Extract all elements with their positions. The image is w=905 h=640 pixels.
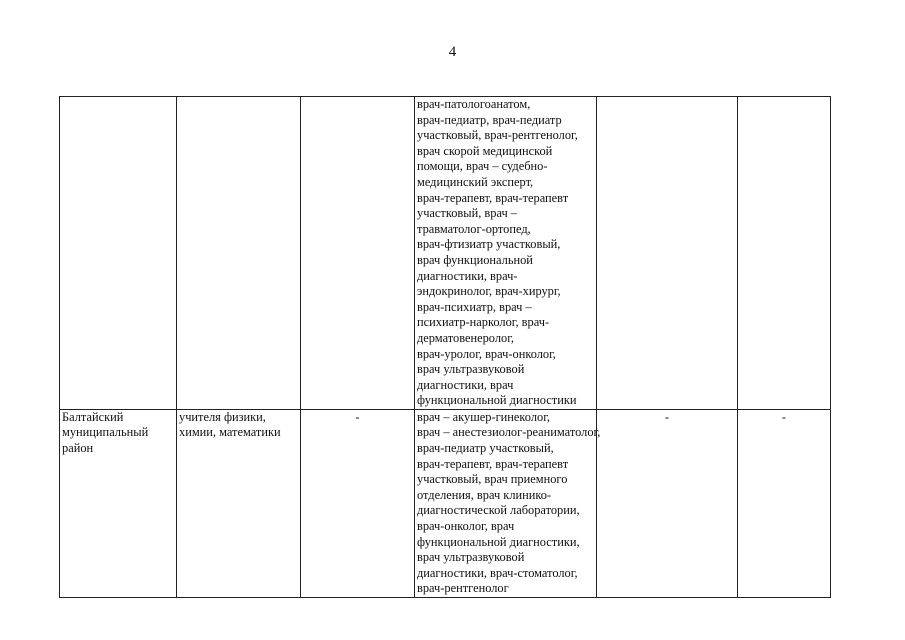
cell-col3 [301,97,415,410]
table-row [60,409,831,597]
cell-teachers [177,97,301,410]
text-line: муниципальный [62,425,149,440]
text-line: врач-рентгенолог [417,581,509,596]
cell-teachers [177,409,301,597]
text-line: диагностики, врач-стоматолог, [417,565,578,580]
cell-doctors [415,409,601,597]
text-line: врач-онколог, врач [417,519,515,534]
text-line: врач – анестезиолог-реаниматолог, [417,425,601,440]
cell-col6: - [738,409,831,597]
text-line: химии, математики [179,425,281,440]
text-line: диагностики, врач [417,377,514,392]
cell-col3: - [301,409,415,597]
text-line: врач – акушер-гинеколог, [417,409,550,424]
cell-district [60,97,177,410]
cell-col6 [738,97,831,410]
text-line: отделения, врач клинико- [417,487,552,502]
text-line: помощи, врач – судебно- [417,159,548,174]
text-line: врач-терапевт, врач-терапевт [417,456,569,471]
text-line: медицинский эксперт, [417,174,534,189]
text-line: диагностики, врач- [417,268,518,283]
text-line: психиатр-нарколог, врач- [417,315,550,330]
text-line: участковый, врач-рентгенолог, [417,128,578,143]
text-line: диагностической лаборатории, [417,503,580,518]
cell-col5 [597,97,738,410]
text-line: врач-фтизиатр участковый, [417,237,561,252]
cell-doctors [415,97,597,410]
table-row [60,97,831,410]
text-line: район [62,441,94,456]
specialists-table [59,96,831,598]
text-line: врач скорой медицинской [417,143,553,158]
page-number: 4 [448,44,457,60]
text-line: дерматовенеролог, [417,330,514,345]
text-line: учителя физики, [179,409,266,424]
text-line: участковый, врач приемного [417,472,568,487]
text-line: Балтайский [62,409,124,424]
text-line: врач функциональной [417,252,533,267]
text-line: врач ультразвуковой [417,550,525,565]
text-line: врач-педиатр участковый, [417,441,554,456]
text-line: эндокринолог, врач-хирург, [417,284,561,299]
text-line: врач-педиатр, врач-педиатр [417,112,562,127]
text-line: участковый, врач – [417,206,518,221]
text-line: врач-терапевт, врач-терапевт [417,190,569,205]
text-line: функциональной диагностики, [417,534,580,549]
text-line: травматолог-ортопед, [417,221,531,236]
cell-district [60,409,177,597]
text-line: функциональной диагностики [417,393,577,408]
text-line: врач ультразвуковой [417,362,525,377]
text-line: врач-психиатр, врач – [417,299,532,314]
text-line: врач-патологоанатом, [417,97,531,111]
text-line: врач-уролог, врач-онколог, [417,346,556,361]
cell-col5: - [597,409,738,597]
